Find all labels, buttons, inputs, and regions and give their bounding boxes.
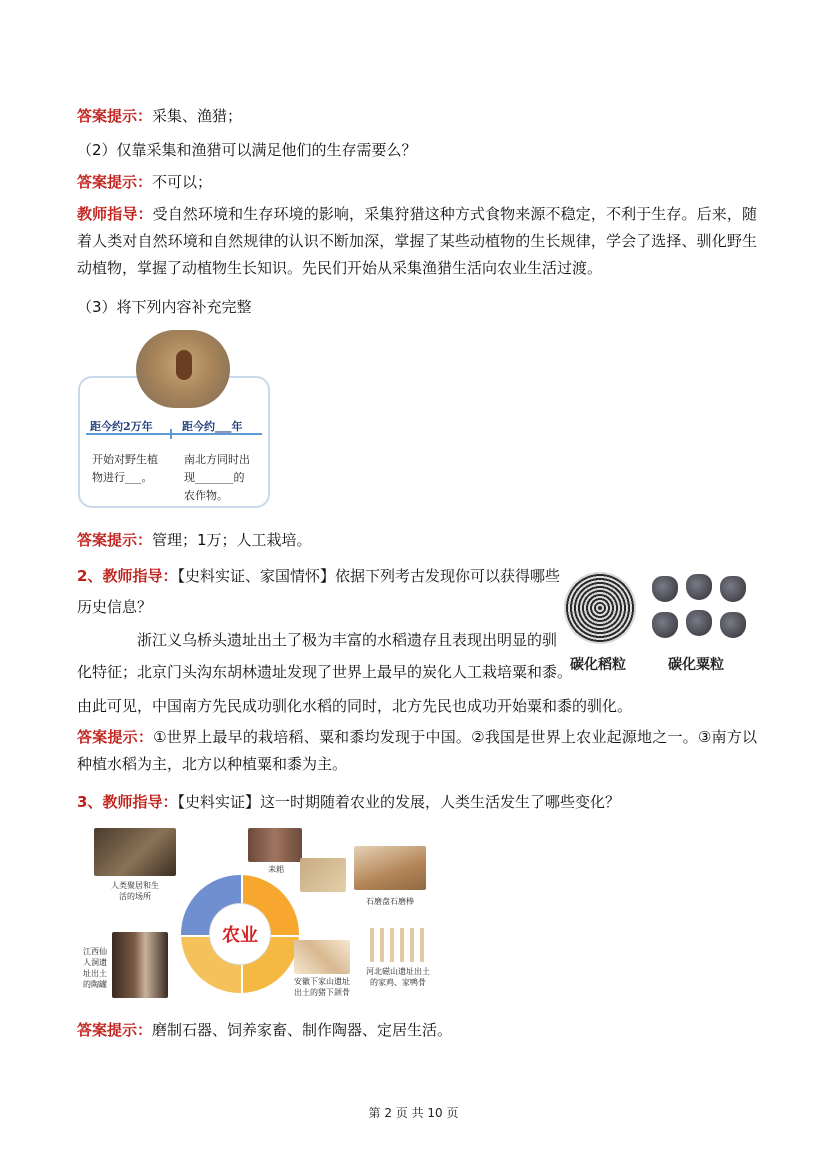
section-number: 2、	[77, 567, 103, 585]
question-3: （3）将下列内容补充完整	[77, 298, 252, 316]
dwelling-label-2: 活的场所	[119, 892, 151, 901]
answer-hint-text: 不可以；	[152, 173, 213, 191]
pig-jaw-label-1: 安徽下家山遗址	[294, 977, 350, 986]
hint-line-1	[77, 106, 242, 126]
section-2-question	[77, 566, 560, 586]
section-2-question-text: 【史料实证、家国情怀】依据下列考古发现你可以获得哪些	[177, 567, 560, 585]
answer-hint-label: 答案提示：	[77, 531, 153, 549]
timeline-right-text-3: 农作物。	[184, 489, 228, 502]
dwelling-label	[94, 880, 176, 902]
leisi-label: 耒耜	[268, 865, 284, 874]
bird-bones-label-1: 河北磁山遗址出土	[366, 967, 430, 976]
answer-hint-label: 答案提示：	[77, 1021, 153, 1039]
hint-line-2	[77, 172, 212, 192]
bird-bones-label	[360, 966, 436, 988]
answer-hint-text: 磨制石器、饲养家畜、制作陶器、定居生活。	[152, 1021, 453, 1039]
pottery-label-3: 址出土	[83, 969, 107, 978]
section-3-question	[77, 792, 620, 812]
timeline-right-label: 距今约___年	[182, 420, 243, 433]
teacher-guide-1	[77, 201, 757, 282]
pottery-label-2: 人洞遗	[83, 958, 107, 967]
leisi-tool-photo	[248, 828, 302, 862]
hint-line-5	[77, 1020, 452, 1040]
timeline-axis	[86, 433, 262, 435]
rice-caption: 碳化稻粒	[570, 657, 626, 673]
section-3-question-text: 【史料实证】这一时期随着农业的发展，人类生活发生了哪些变化？	[177, 793, 620, 811]
millet-grain	[652, 612, 678, 638]
answer-hint-label: 答案提示：	[77, 173, 153, 191]
timeline-right-text-1: 南北方同时出	[184, 453, 250, 466]
material-line-1: 浙江义乌桥头遗址出土了极为丰富的水稻遗存且表现出明显的驯	[137, 631, 558, 649]
dwelling-photo	[94, 828, 176, 876]
answer-hint-text: 管理；1万；人工栽培。	[152, 531, 312, 549]
section-2-question-cont: 历史信息？	[77, 598, 153, 616]
bird-bones-photo	[364, 928, 426, 962]
agriculture-figure	[80, 828, 440, 1010]
material-line-2: 化特征；北京门头沟东胡林遗址发现了世界上最早的炭化人工栽培粟和黍。	[77, 663, 573, 681]
grinding-stone-label: 石磨盘石磨棒	[366, 897, 414, 906]
millet-grain	[720, 612, 746, 638]
page-footer: 第 2 页 共 10 页	[368, 1106, 459, 1120]
timeline-left-label: 距今约2万年	[90, 420, 153, 433]
question-2: （2）仅靠采集和渔猎可以满足他们的生存需要么？	[77, 141, 417, 159]
pottery-label-4: 的陶罐	[83, 980, 107, 989]
pig-jaw-label-2: 出土的猪下颌骨	[294, 988, 350, 997]
millet-grain	[652, 576, 678, 602]
farming-photo	[136, 330, 230, 408]
grains-figure	[560, 568, 760, 676]
bird-bones-label-2: 的家鸡、家鸭骨	[370, 978, 426, 987]
timeline-figure	[78, 330, 270, 510]
agriculture-title: 农业	[222, 925, 258, 946]
hint-line-4	[77, 724, 757, 778]
harvest-photo	[300, 858, 346, 892]
answer-hint-text: 采集、渔猎；	[152, 107, 243, 125]
timeline-right-text-2: 现_______的	[184, 471, 245, 484]
section-number: 3、	[77, 793, 103, 811]
rice-grains-image	[564, 572, 636, 644]
material-line-3: 由此可见，中国南方先民成功驯化水稻的同时，北方先民也成功开始粟和黍的驯化。	[77, 697, 633, 715]
grinding-stone-photo	[354, 846, 426, 890]
pottery-label	[80, 946, 110, 990]
millet-grain	[686, 610, 712, 636]
millet-grain	[720, 576, 746, 602]
answer-hint-text: ①世界上最早的栽培稻、粟和黍均发现于中国。②我国是世界上农业起源地之一。③南方以种植水稻为主，北方以种植粟和黍为主。	[77, 728, 757, 773]
answer-hint-label: 答案提示：	[77, 728, 154, 746]
pottery-jar-photo	[112, 932, 168, 998]
pig-jaw-label	[286, 976, 358, 998]
millet-caption: 碳化粟粒	[668, 657, 724, 673]
agriculture-hub	[210, 904, 270, 964]
teacher-guide-label: 教师指导：	[102, 793, 178, 811]
timeline-left-text-1: 开始对野生植	[92, 453, 158, 466]
timeline-left-text-2: 物进行___。	[92, 471, 153, 484]
teacher-guide-label: 教师指导：	[77, 205, 153, 223]
timeline-tick	[170, 429, 172, 439]
pig-jaw-photo	[294, 940, 350, 974]
dwelling-label-1: 人类聚居和生	[111, 881, 159, 890]
teacher-guide-text: 受自然环境和生存环境的影响，采集狩猎这种方式食物来源不稳定，不利于生存。后来，随着人类对自然环境和自然规律的认识不断加深，掌握了某些动植物的生长规律，学会了选择、驯化野生动植物，掌握了动植物生长知识。先民们开始从采集渔猎生活向农业生活过渡。	[77, 205, 757, 277]
millet-grain	[686, 574, 712, 600]
hint-line-3	[77, 530, 312, 550]
teacher-guide-label: 教师指导：	[102, 567, 178, 585]
answer-hint-label: 答案提示：	[77, 107, 153, 125]
pottery-label-1: 江西仙	[83, 947, 107, 956]
